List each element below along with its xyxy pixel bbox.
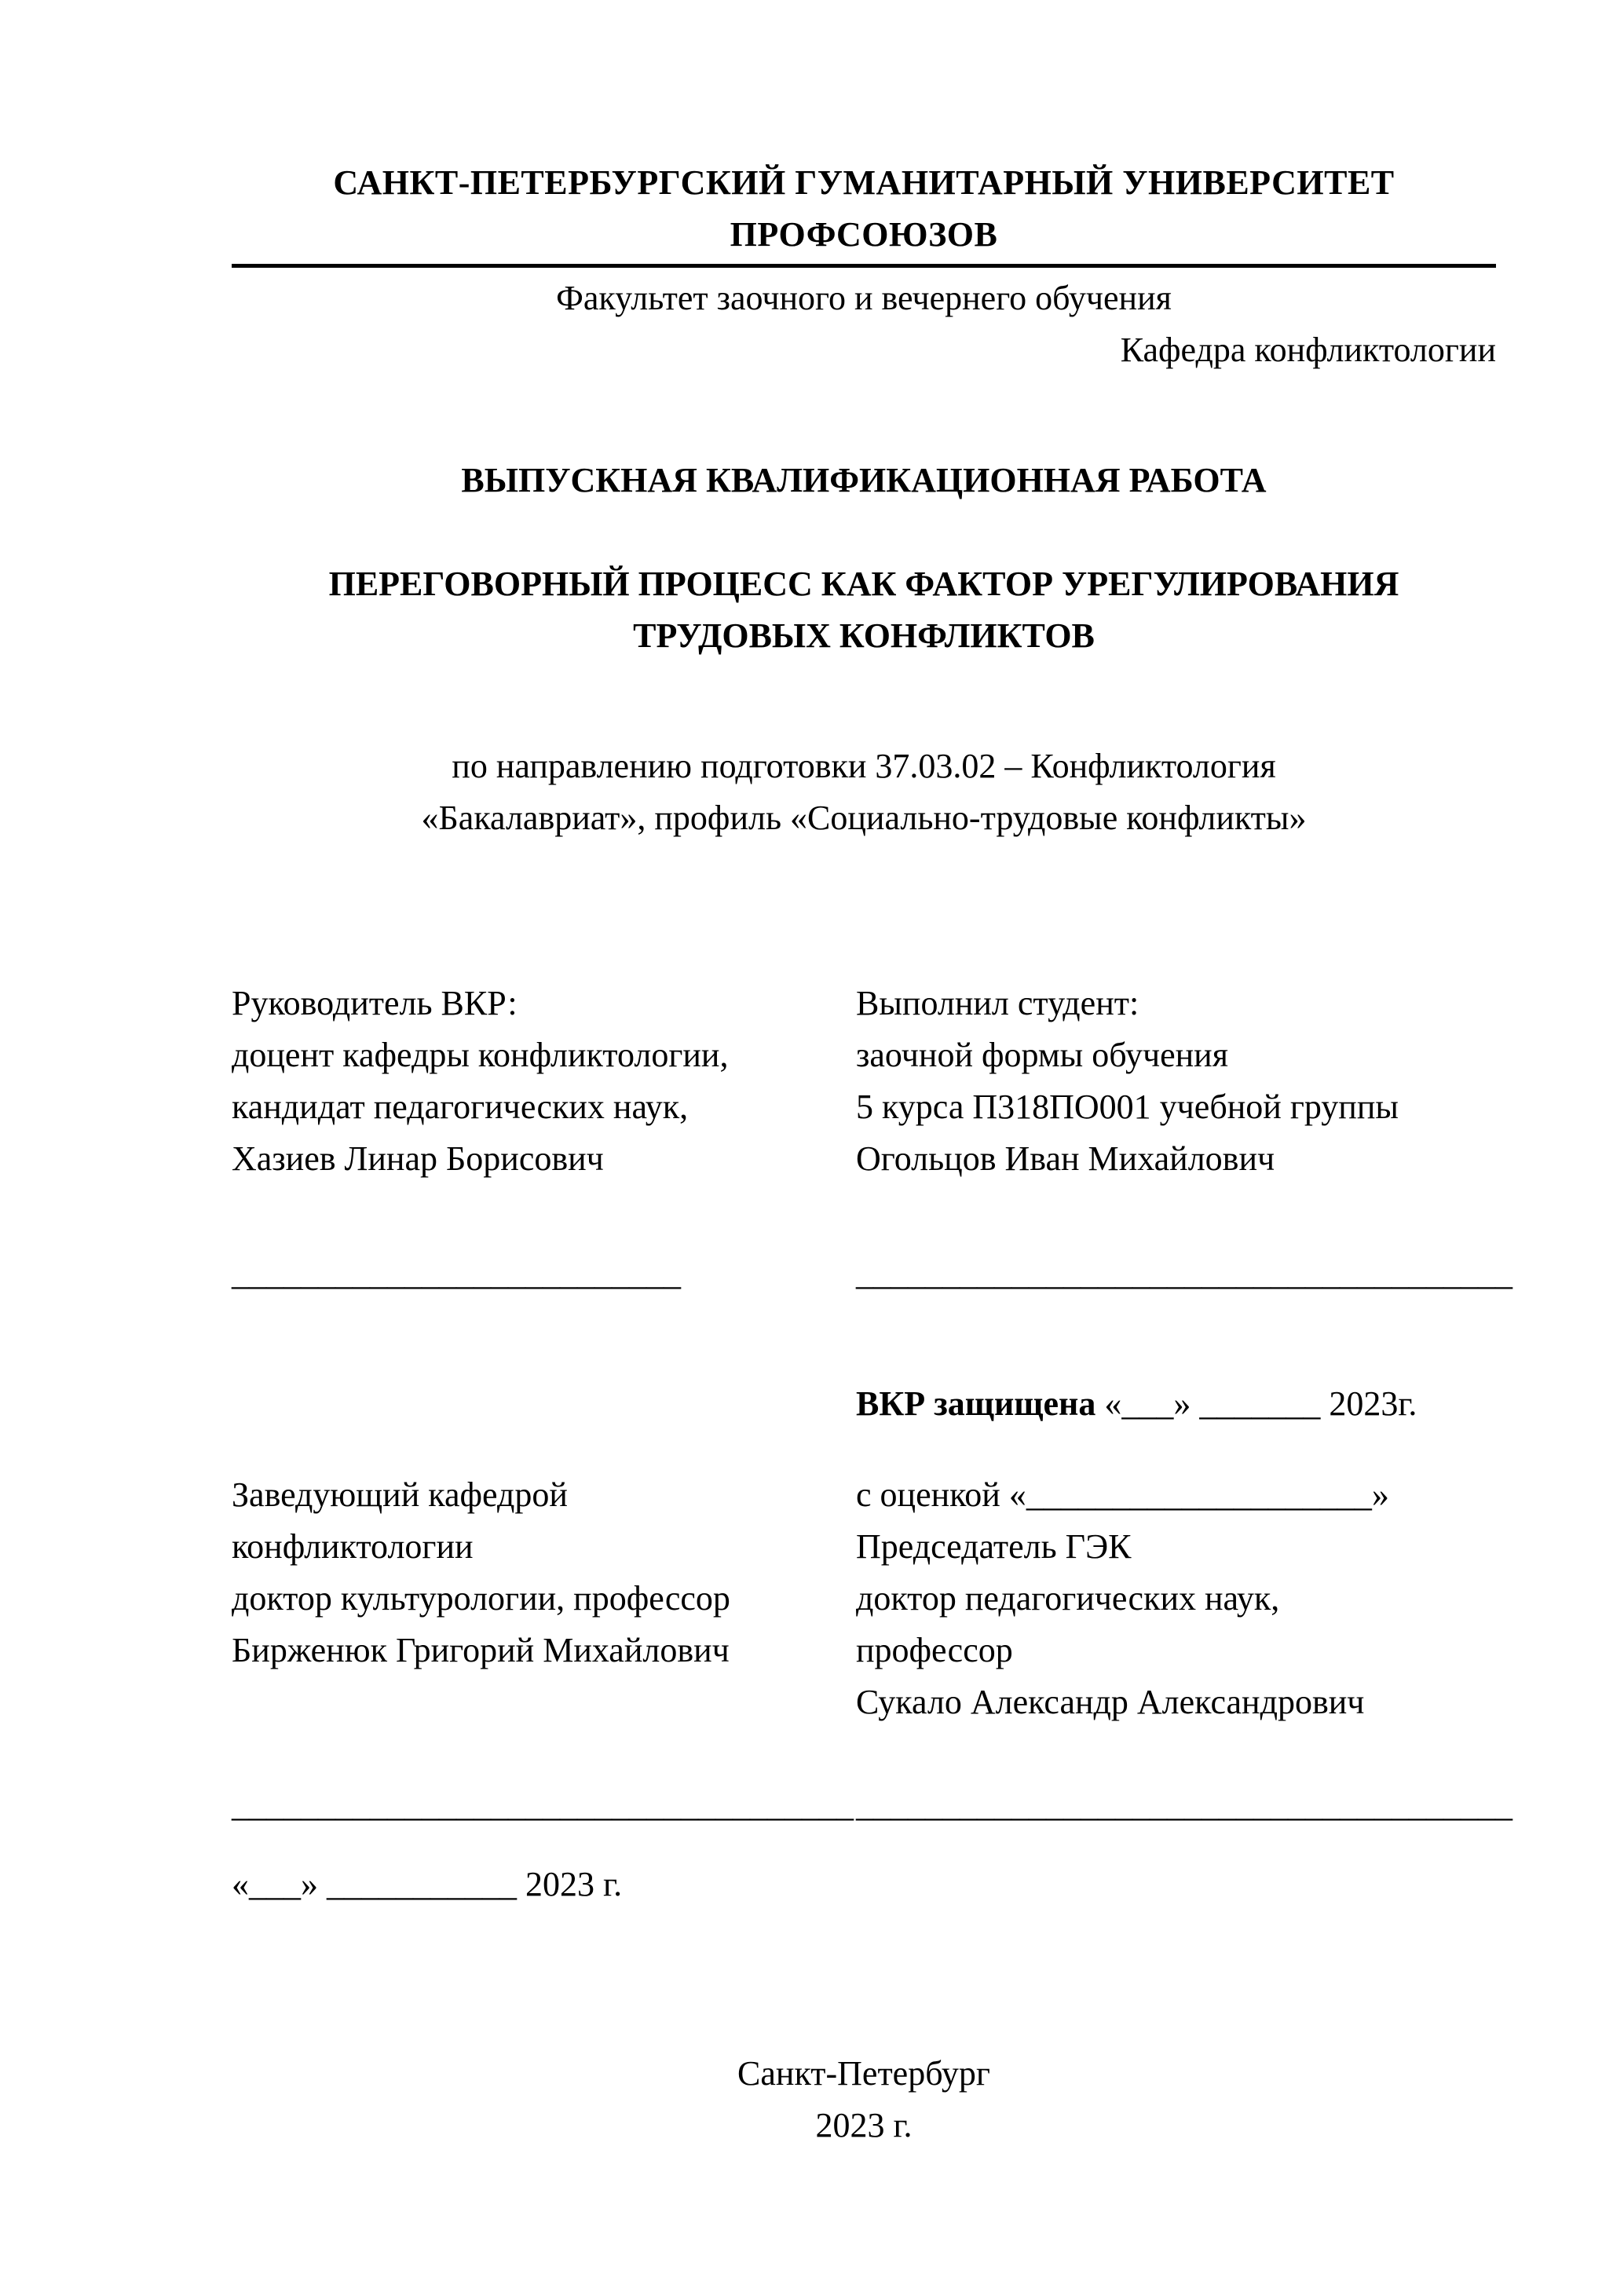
- supervisor-signature-line: __________________________: [232, 1254, 681, 1292]
- student-block: [856, 978, 1496, 1185]
- supervisor-position-line2: кандидат педагогических наук,: [232, 1088, 689, 1126]
- direction-line2: «Бакалавриат», профиль «Социально-трудовые конфликты»: [421, 799, 1307, 837]
- date-row: [232, 1859, 1496, 1910]
- department-head-line1: Заведующий кафедрой: [232, 1475, 568, 1514]
- committee-chair-degree: доктор педагогических наук,: [856, 1579, 1280, 1618]
- defense-date-blank: «___» _______ 2023г.: [1095, 1384, 1417, 1423]
- people-row: [232, 978, 1496, 1185]
- department-head-name: Бирженюк Григорий Михайлович: [232, 1631, 730, 1669]
- department-head-block: [232, 1469, 856, 1676]
- department-head-date-line: «___» ___________ 2023 г.: [232, 1865, 623, 1903]
- thesis-title-line2: ТРУДОВЫХ КОНФЛИКТОВ: [633, 616, 1095, 655]
- committee-block: [856, 1469, 1496, 1728]
- student-name: Огольцов Иван Михайлович: [856, 1139, 1275, 1178]
- committee-chair-label: Председатель ГЭК: [856, 1527, 1132, 1566]
- student-signature-line: ______________________________________: [856, 1254, 1512, 1292]
- supervisor-position-line1: доцент кафедры конфликтологии,: [232, 1036, 729, 1074]
- thesis-title-line1: ПЕРЕГОВОРНЫЙ ПРОЦЕСС КАК ФАКТОР УРЕГУЛИРОВАНИЯ: [328, 565, 1399, 603]
- supervisor-signature-cell: [232, 1248, 856, 1300]
- university-name: САНКТ-ПЕТЕРБУРГСКИЙ ГУМАНИТАРНЫЙ УНИВЕРСИТЕТ ПРОФСОЮЗОВ: [232, 157, 1496, 268]
- supervisor-block: [232, 978, 856, 1185]
- footer-year: 2023 г.: [815, 2106, 913, 2144]
- department-head-position: доктор культурологии, профессор: [232, 1579, 730, 1618]
- supervisor-label: Руководитель ВКР:: [232, 984, 518, 1022]
- signature-row-1: [232, 1248, 1512, 1300]
- department-head-signature-cell: [232, 1779, 856, 1831]
- defense-row: [232, 1378, 1496, 1430]
- grade-line: с оценкой «____________________»: [856, 1475, 1389, 1514]
- committee-chair-signature-line: ______________________________________: [856, 1786, 1512, 1824]
- officials-row: [232, 1469, 1496, 1728]
- defense-line: [856, 1378, 1496, 1430]
- signature-row-2: [232, 1779, 1512, 1831]
- defense-label: ВКР защищена: [856, 1384, 1096, 1423]
- work-type-heading: ВЫПУСКНАЯ КВАЛИФИКАЦИОННАЯ РАБОТА: [461, 461, 1267, 499]
- supervisor-name: Хазиев Линар Борисович: [232, 1139, 604, 1178]
- committee-chair-name: Сукало Александр Александрович: [856, 1683, 1365, 1721]
- student-signature-cell: [856, 1248, 1512, 1300]
- student-group-line: 5 курса П318ПО001 учебной группы: [856, 1088, 1399, 1126]
- committee-chair-signature-cell: [856, 1779, 1512, 1831]
- faculty-line: Факультет заочного и вечернего обучения: [556, 279, 1172, 317]
- department-head-signature-line: ____________________________________: [232, 1786, 854, 1824]
- footer-block: [232, 2048, 1496, 2152]
- department-head-line2: конфликтологии: [232, 1527, 474, 1566]
- committee-chair-rank: профессор: [856, 1631, 1013, 1669]
- department-line: Кафедра конфликтологии: [1120, 331, 1496, 369]
- direction-line1: по направлению подготовки 37.03.02 – Конфликтология: [452, 747, 1276, 785]
- student-form-line: заочной формы обучения: [856, 1036, 1228, 1074]
- footer-city: Санкт-Петербург: [737, 2054, 990, 2093]
- direction-block: [232, 740, 1496, 844]
- thesis-title: [232, 558, 1496, 662]
- student-label: Выполнил студент:: [856, 984, 1139, 1022]
